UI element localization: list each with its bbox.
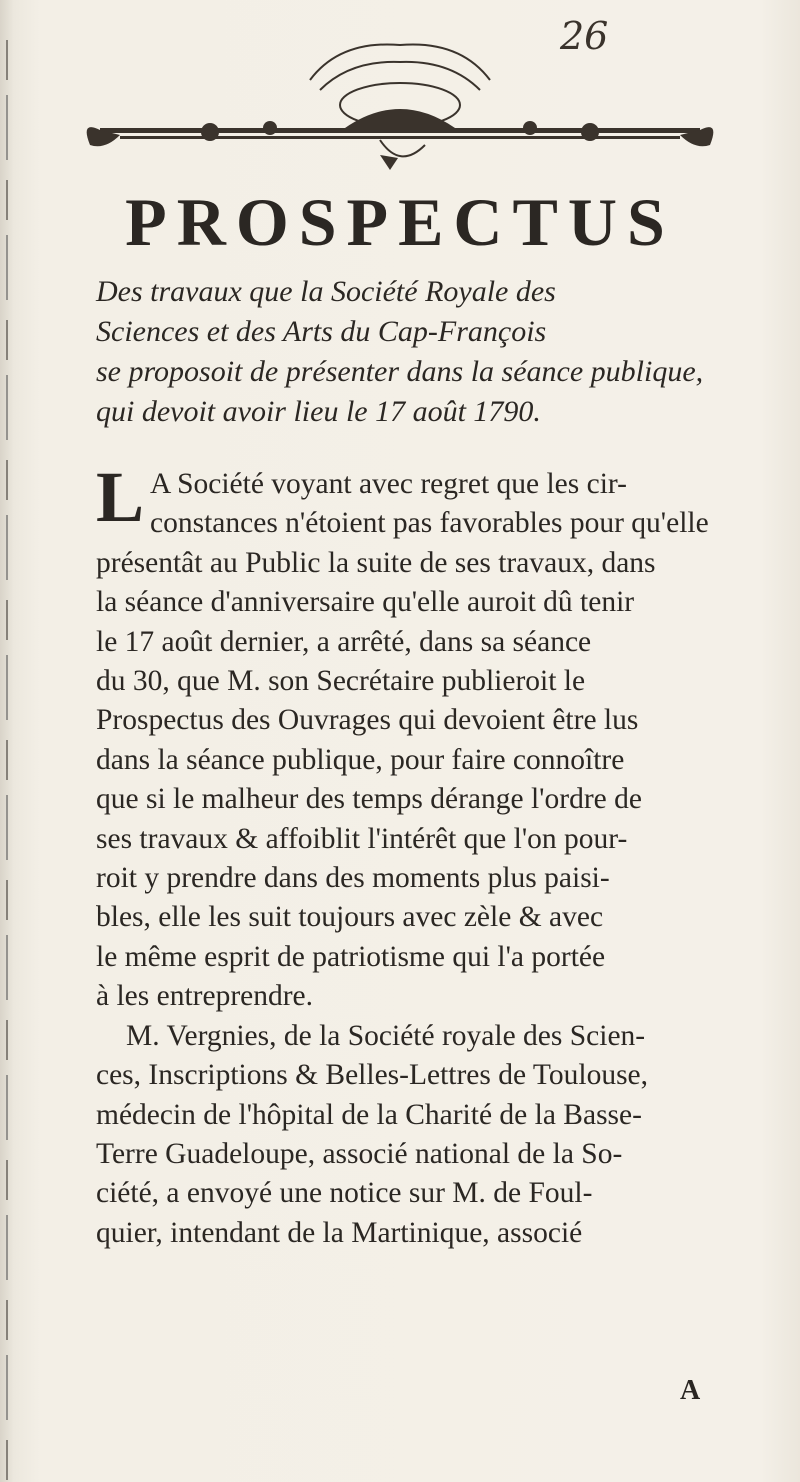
text-line: ciété, a envoyé une notice sur M. de Foul- (96, 1177, 593, 1210)
binding-edge (6, 40, 8, 1480)
document-title: PROSPECTUS (125, 184, 675, 260)
page-number: 26 (560, 14, 609, 58)
body-text (96, 457, 736, 1253)
vignette-ornament-icon (80, 20, 720, 180)
subtitle (96, 272, 736, 432)
text-line: roit y prendre dans des moments plus paisi- (96, 862, 610, 895)
text-line: ces, Inscriptions & Belles-Lettres de Toulouse, (96, 1059, 649, 1092)
text-line: le 17 août dernier, a arrêté, dans sa séance (96, 625, 592, 658)
subtitle-line-3: se proposoit de présenter dans la séance publique, (96, 355, 704, 388)
text-line: ses travaux & affoiblit l'intérêt que l'on pour- (96, 822, 628, 855)
text-line: constances n'étoient pas favorables pour qu'elle (150, 507, 709, 540)
subtitle-line-2: Sciences et des Arts du Cap-François (96, 315, 547, 348)
text-line: à les entreprendre. (96, 980, 314, 1013)
catchword: A (680, 1375, 701, 1406)
text-line: le même esprit de patriotisme qui l'a portée (96, 940, 606, 973)
text-line: quier, intendant de la Martinique, associé (96, 1216, 583, 1249)
text-line: Terre Guadeloupe, associé national de la So- (96, 1137, 623, 1170)
text-line: Prospectus des Ouvrages qui devoient être lus (96, 704, 639, 737)
text-line: présentât au Public la suite de ses travaux, dans (96, 546, 656, 579)
text-line: A Société voyant avec regret que les cir- (150, 468, 627, 500)
text-line: la séance d'anniversaire qu'elle auroit dû tenir (96, 586, 635, 619)
subtitle-line-4: qui devoit avoir lieu le 17 août 1790. (96, 395, 541, 428)
text-line: que si le malheur des temps dérange l'ordre de (96, 783, 642, 816)
text-line: bles, elle les suit toujours avec zèle & avec (96, 901, 604, 934)
text-line: dans la séance publique, pour faire connoître (96, 743, 625, 776)
text-line: du 30, que M. son Secrétaire publieroit le (96, 665, 586, 698)
drop-cap: L (96, 457, 145, 537)
subtitle-line-1: Des travaux que la Société Royale des (96, 275, 556, 308)
text-line: médecin de l'hôpital de la Charité de la Basse- (96, 1098, 642, 1131)
text-line: M. Vergnies, de la Société royale des Scien- (126, 1019, 646, 1052)
